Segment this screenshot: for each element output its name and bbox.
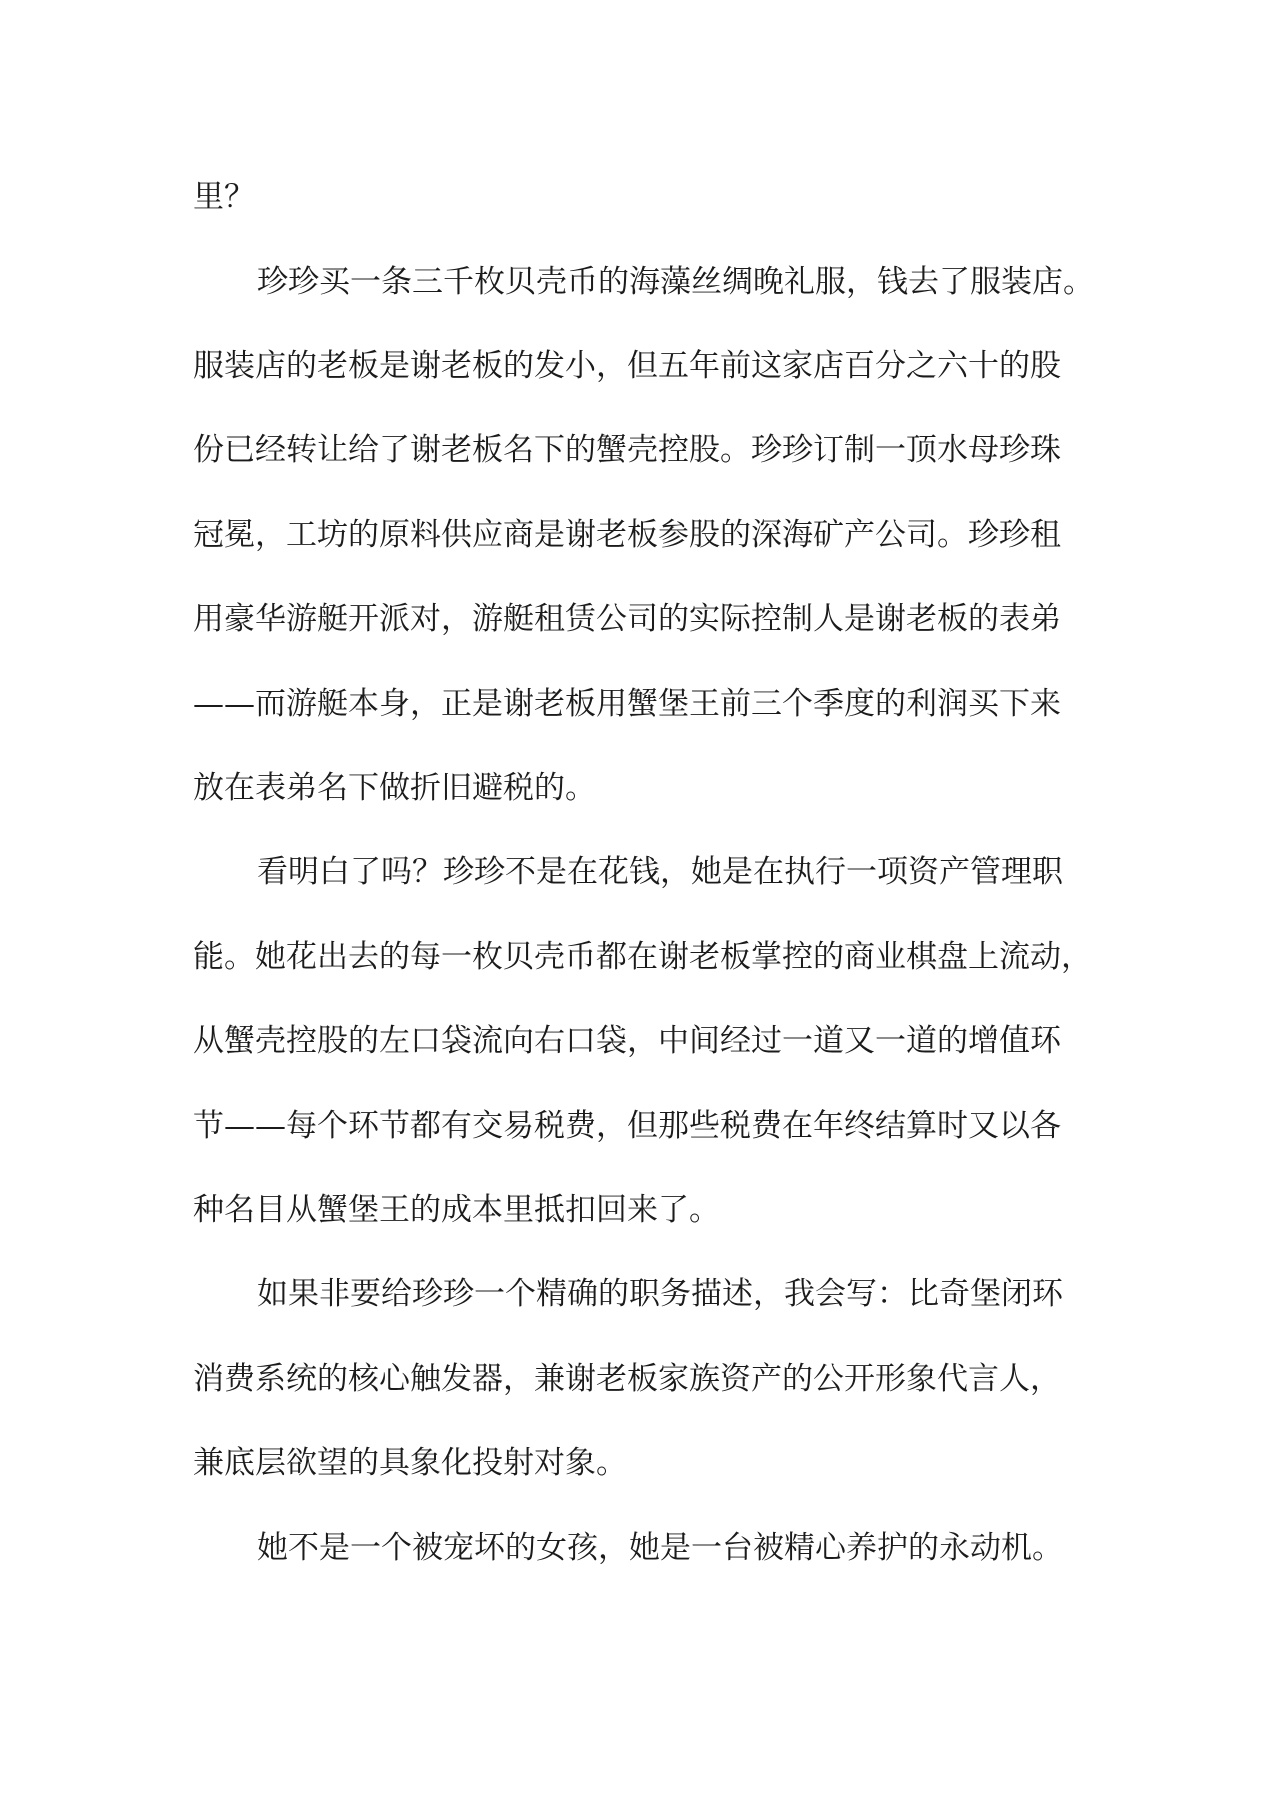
paragraph-3-line-4: 节——每个环节都有交易税费，但那些税费在年终结算时又以各 — [193, 1108, 1061, 1144]
paragraph-4-line-3: 兼底层欲望的具象化投射对象。 — [193, 1445, 627, 1481]
text-line-1: 里？ — [193, 179, 255, 215]
paragraph-2-line-2: 服装店的老板是谢老板的发小，但五年前这家店百分之六十的股 — [193, 348, 1061, 384]
paragraph-3-line-2: 能。她花出去的每一枚贝壳币都在谢老板掌控的商业棋盘上流动， — [193, 939, 1092, 975]
paragraph-2-line-4: 冠冕，工坊的原料供应商是谢老板参股的深海矿产公司。珍珍租 — [193, 517, 1061, 553]
paragraph-2-line-7: 放在表弟名下做折旧避税的。 — [193, 770, 596, 806]
paragraph-3-line-1: 看明白了吗？珍珍不是在花钱，她是在执行一项资产管理职 — [257, 854, 1063, 890]
paragraph-2-line-1: 珍珍买一条三千枚贝壳币的海藻丝绸晚礼服，钱去了服装店。 — [257, 264, 1094, 300]
paragraph-2-line-3: 份已经转让给了谢老板名下的蟹壳控股。珍珍订制一顶水母珍珠 — [193, 432, 1061, 468]
paragraph-4-line-1: 如果非要给珍珍一个精确的职务描述，我会写：比奇堡闭环 — [257, 1276, 1063, 1312]
paragraph-3-line-5: 种名目从蟹堡王的成本里抵扣回来了。 — [193, 1192, 720, 1228]
paragraph-4-line-2: 消费系统的核心触发器，兼谢老板家族资产的公开形象代言人， — [193, 1361, 1061, 1397]
paragraph-5-line-1: 她不是一个被宠坏的女孩，她是一台被精心养护的永动机。 — [257, 1530, 1063, 1566]
paragraph-3-line-3: 从蟹壳控股的左口袋流向右口袋，中间经过一道又一道的增值环 — [193, 1023, 1061, 1059]
paragraph-2-line-5: 用豪华游艇开派对，游艇租赁公司的实际控制人是谢老板的表弟 — [193, 601, 1061, 637]
paragraph-2-line-6: ——而游艇本身，正是谢老板用蟹堡王前三个季度的利润买下来 — [193, 686, 1061, 722]
